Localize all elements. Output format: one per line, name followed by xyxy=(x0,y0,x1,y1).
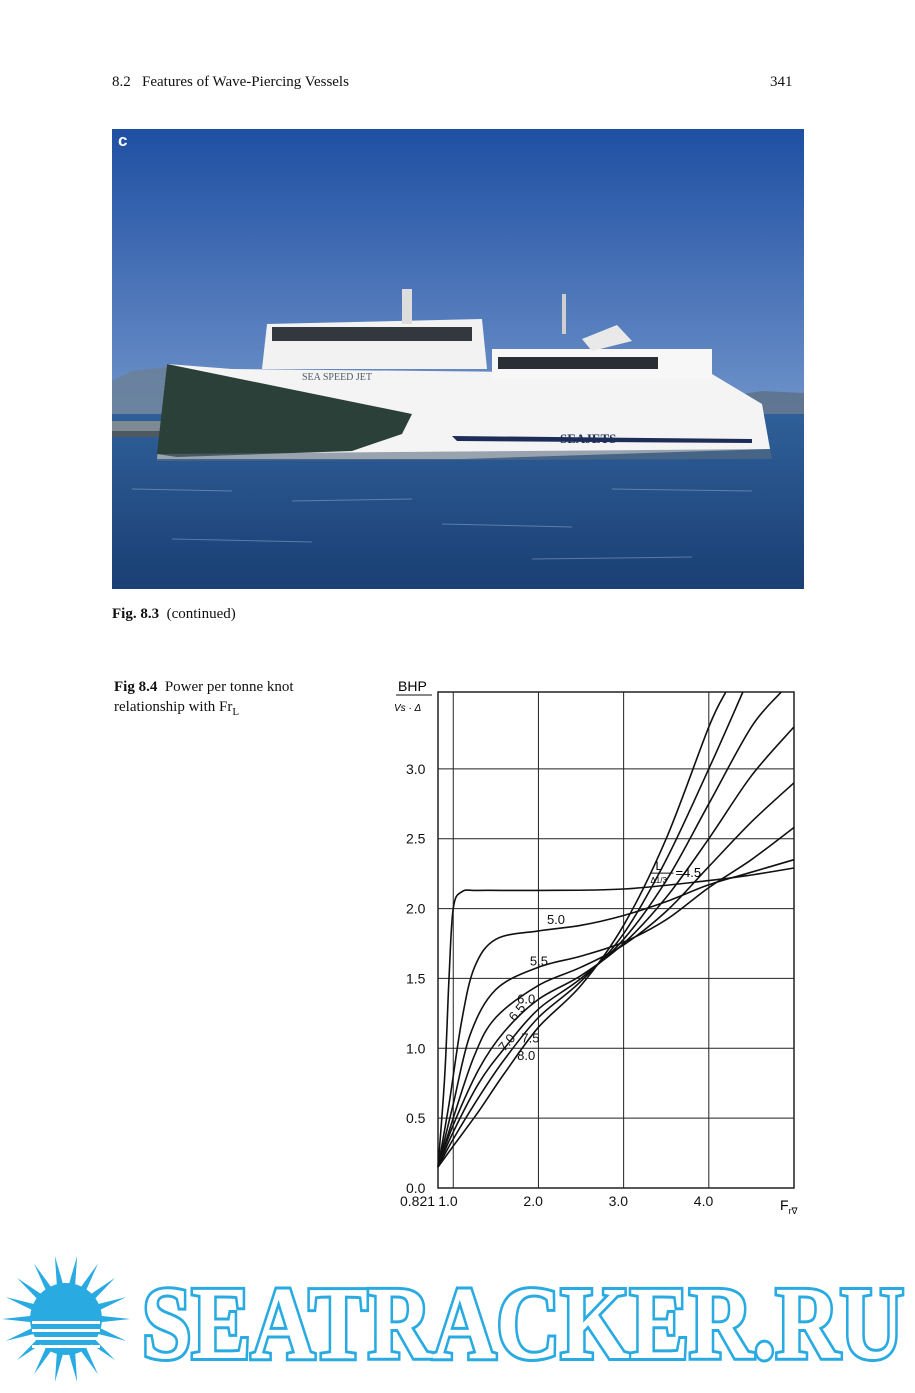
series-label-5.0: 5.0 xyxy=(546,911,566,927)
y-label-denominator: Vs · Δ xyxy=(394,703,422,714)
figure-label: Fig. 8.3 xyxy=(112,606,160,622)
watermark-text: SEATRACKER.RU xyxy=(142,1266,904,1381)
bridge-windows xyxy=(272,327,472,341)
series-label-6.5: 6.5 xyxy=(505,1000,529,1024)
running-header: 8.2 Features of Wave-Piercing Vessels xyxy=(112,74,349,90)
sun-stripe xyxy=(32,1329,100,1332)
y-tick-label: 2.5 xyxy=(406,830,426,847)
series-label-value: =4.5 xyxy=(675,865,702,881)
y-tick-label: 2.0 xyxy=(406,900,426,917)
passenger-windows xyxy=(498,357,658,369)
series-line-4.5 xyxy=(438,868,794,1167)
page-number: 341 xyxy=(770,74,793,90)
x-tick-label: 3.0 xyxy=(608,1193,629,1209)
ship-illustration xyxy=(112,129,804,589)
sun-stripe xyxy=(32,1345,100,1348)
chart-svg xyxy=(380,672,800,1222)
series-label-6.0: 6.0 xyxy=(517,991,536,1007)
hull-name: SEA SPEED JET xyxy=(302,372,373,383)
series-label-7.5: 7.5 xyxy=(521,1030,540,1046)
sun-stripe xyxy=(32,1321,100,1324)
series-label-7.0: 7.0 xyxy=(495,1030,519,1055)
figure-caption-text: (continued) xyxy=(166,606,236,622)
y-tick-label: 3.0 xyxy=(406,760,426,777)
y-tick-label: 0.0 xyxy=(406,1180,426,1196)
x-tick-label: 1.0 xyxy=(438,1193,458,1209)
series-label-numerator: L xyxy=(655,859,663,874)
aft-mast xyxy=(562,294,566,334)
y-label-numerator: BHP xyxy=(398,678,427,694)
bridge-deck xyxy=(262,319,487,369)
x-tick-label: 4.0 xyxy=(693,1193,714,1209)
series-line-7.5 xyxy=(438,692,743,1167)
power-chart xyxy=(380,672,800,1222)
caption-subscript: L xyxy=(232,706,240,718)
figure-caption-8-3 xyxy=(112,606,236,623)
x-label-main: F xyxy=(780,1197,789,1213)
watermark xyxy=(0,1245,915,1388)
series-line-8.0 xyxy=(438,692,726,1167)
sun-logo-icon xyxy=(2,1256,130,1382)
series-line-6.0 xyxy=(438,783,794,1167)
sun-stripe xyxy=(32,1337,100,1340)
series-label-8.0: 8.0 xyxy=(517,1048,536,1064)
y-tick-label: 1.5 xyxy=(406,970,426,987)
sun-disc xyxy=(30,1283,102,1355)
watermark-svg xyxy=(0,1245,915,1388)
series-line-5.5 xyxy=(438,828,794,1168)
figure-caption-8-4 xyxy=(114,677,334,722)
ship-photo xyxy=(112,129,804,589)
x-tick-label: 2.0 xyxy=(523,1193,543,1209)
series-label-denominator: Δ1/3 xyxy=(650,876,667,886)
y-tick-label: 0.5 xyxy=(406,1110,426,1127)
brand-logo: SEAJETS xyxy=(560,431,617,446)
x-tick-label: 0.821 xyxy=(400,1193,436,1209)
x-axis-label xyxy=(780,1197,799,1216)
series-label-5.5: 5.5 xyxy=(529,953,548,969)
figure-caption-text: Power per tonne knot relationship with Fr xyxy=(114,679,294,715)
radar-mast xyxy=(402,289,412,324)
panel-label: c xyxy=(118,131,128,150)
series-line-5.0 xyxy=(438,860,794,1167)
x-label-subscript: r∇ xyxy=(788,1206,798,1216)
plot-frame xyxy=(438,692,794,1188)
figure-label: Fig 8.4 xyxy=(114,679,158,695)
y-tick-label: 1.0 xyxy=(406,1040,426,1057)
